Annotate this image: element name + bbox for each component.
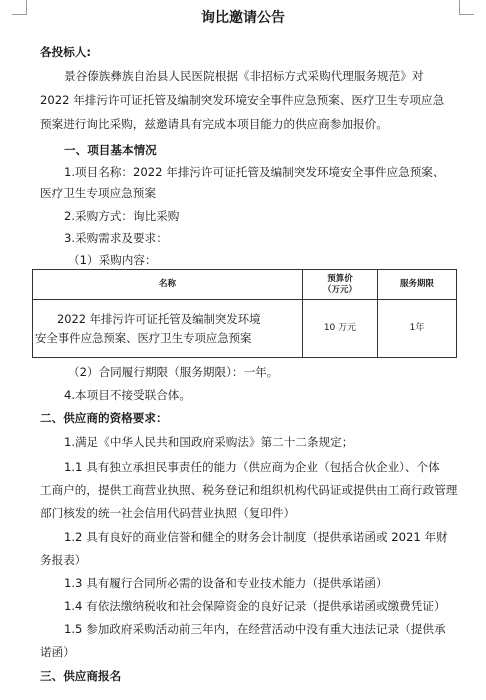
req-line-8: 1.4 有依法缴纳税收和社会保障资金的良好记录（提供承诺函或缴费凭证） [64, 599, 446, 613]
table-row [33, 300, 457, 358]
req-line-9: 1.5 参加政府采购活动前三年内，在经营活动中没有重大违法记录（提供承 [64, 622, 446, 636]
intro-line-3: 预案进行询比采购，兹邀请具有完成本项目能力的供应商参加报价。 [40, 117, 388, 131]
cell-period: 1年 [378, 300, 457, 358]
header-budget [303, 270, 378, 300]
intro-line-2: 2022 年排污许可证托管及编制突发环境安全事件应急预案、医疗卫生专项应急 [40, 93, 445, 107]
req-line-4: 部门核发的统一社会信用代码营业执照（复印件） [40, 506, 296, 520]
project-name-line-2: 医疗卫生专项应急预案 [40, 186, 156, 200]
procurement-requirements: 3.采购需求及要求： [64, 231, 168, 245]
req-line-1: 1.满足《中华人民共和国政府采购法》第二十二条规定； [64, 435, 354, 449]
procurement-method: 2.采购方式：询比采购 [64, 209, 180, 223]
section-3-heading: 三、供应商报名 [40, 669, 122, 683]
page-corner-mark-left [12, 0, 27, 15]
page-title: 询比邀请公告 [201, 10, 285, 26]
procurement-content-label: （1）采购内容： [68, 253, 157, 267]
table-header-row [33, 270, 457, 300]
intro-line-1: 景谷傣族彝族自治县人民医院根据《非招标方式采购代理服务规范》对 [64, 69, 424, 83]
header-period: 服务期限 [378, 270, 457, 300]
req-line-10: 诺函） [40, 645, 75, 659]
document-page [28, 0, 458, 700]
project-name-line-1: 1.项目名称：2022 年排污许可证托管及编制突发环境安全事件应急预案、 [64, 165, 445, 179]
procurement-table [32, 269, 457, 358]
section-2-heading: 二、供应商的资格要求： [40, 411, 168, 425]
header-budget-line-1: 预算价 [327, 273, 353, 284]
no-consortium: 4.本项目不接受联合体。 [64, 388, 191, 402]
cell-name [33, 300, 303, 358]
cell-name-line-1: 2022 年排污许可证托管及编制突发环境 [57, 311, 261, 326]
req-line-7: 1.3 具有履行合同所必需的设备和专业技术能力（提供承诺函） [64, 576, 388, 590]
contract-period: （2）合同履行期限（服务期限）：一年。 [68, 365, 279, 379]
header-name: 名称 [33, 270, 303, 300]
page-corner-mark-right [459, 0, 474, 15]
req-line-2: 1.1 具有独立承担民事责任的能力（供应商为企业（包括合伙企业）、个体 [64, 460, 440, 474]
header-budget-line-2: （万元） [322, 284, 357, 295]
req-line-6: 务报表） [40, 553, 87, 567]
cell-budget: 10 万元 [303, 300, 378, 358]
salutation: 各投标人: [40, 45, 92, 59]
section-1-heading: 一、项目基本情况 [64, 143, 157, 157]
cell-name-line-2: 安全事件应急预案、医疗卫生专项应急预案 [35, 330, 252, 345]
req-line-5: 1.2 具有良好的商业信誉和健全的财务会计制度（提供承诺函或 2021 年财 [64, 530, 448, 544]
req-line-3: 工商户的，提供工商营业执照、税务登记和组织机构代码证或提供由工商行政管理 [40, 483, 458, 497]
